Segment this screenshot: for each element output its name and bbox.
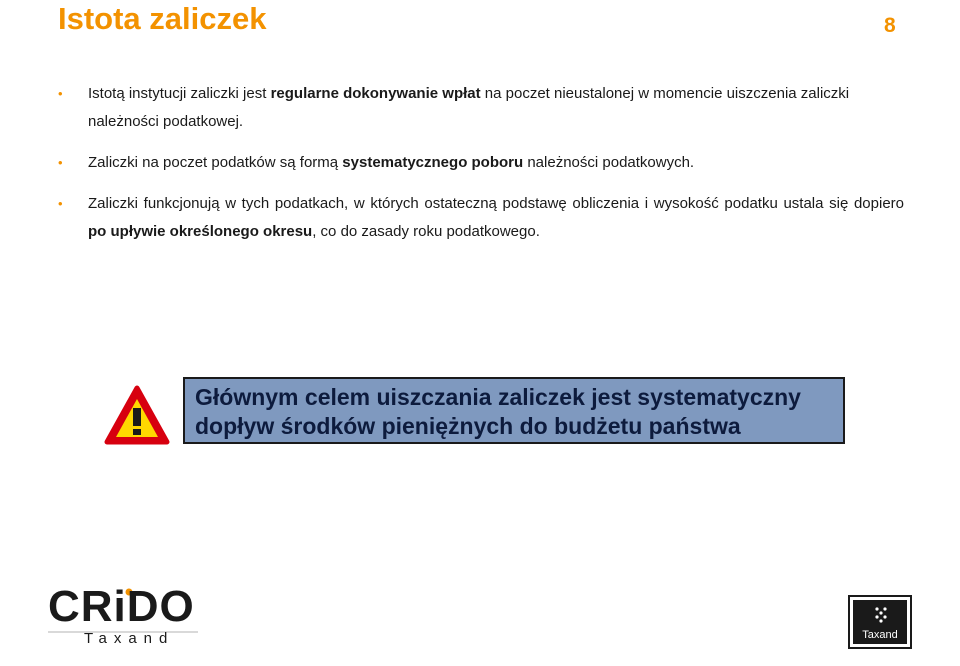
bullet-item: [58, 190, 904, 246]
bullet-emphasis: systematycznego poboru: [342, 154, 524, 171]
bullet-emphasis: regularne dokonywanie wpłat: [270, 85, 481, 102]
bullet-dot-icon: •: [58, 155, 63, 170]
page-number: 8: [884, 14, 896, 37]
bullet-text: Zaliczki funkcjonują w tych podatkach, w których ostateczną podstawę obliczenia i wysokość podatku ustala się dopiero: [88, 195, 904, 212]
warning-icon: [104, 385, 170, 445]
bullet-text: Zaliczki na poczet podatków są formą: [88, 154, 343, 171]
bullet-emphasis: po upływie określonego okresu: [88, 223, 313, 240]
bullet-item: [58, 149, 904, 177]
bullet-text: , co do zasady roku podatkowego.: [312, 223, 540, 240]
taxand-dots-icon: [873, 606, 889, 624]
bullet-dot-icon: •: [58, 86, 63, 101]
bullet-text: Istotą instytucji zaliczki jest: [88, 85, 271, 102]
crido-taxand-logo: [48, 582, 200, 650]
crido-logo-sub: Taxand: [84, 630, 175, 647]
bullet-text: należności podatkowych.: [523, 154, 695, 171]
taxand-logo: [848, 595, 912, 649]
taxand-logo-text: Taxand: [862, 629, 898, 641]
bullet-list: [58, 80, 904, 259]
key-message-callout: [183, 377, 845, 444]
bullet-item: [58, 80, 904, 136]
bullet-text: na poczet nieustalonej w momencie uiszczenia zaliczki należności podatkowej.: [88, 85, 850, 130]
slide-title: Istota zaliczek: [58, 1, 267, 36]
callout-text: Głównym celem uiszczania zaliczek jest systematyczny dopływ środków pieniężnych do budżetu państwa: [195, 384, 801, 439]
bullet-dot-icon: •: [58, 196, 63, 211]
crido-logo-word: CRiDO: [48, 582, 195, 631]
